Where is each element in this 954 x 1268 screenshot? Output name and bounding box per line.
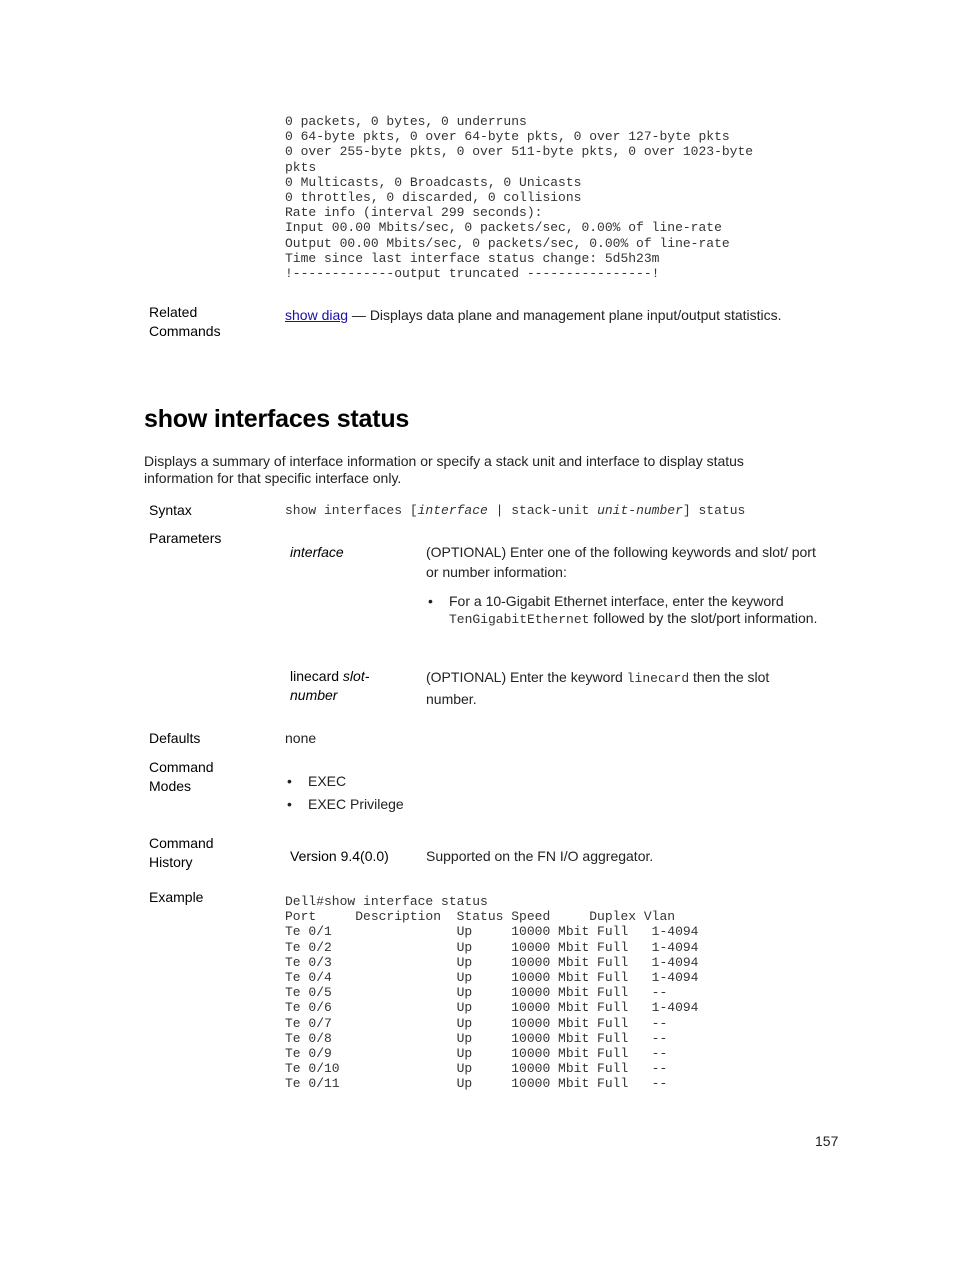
example-line: Te 0/6 Up 10000 Mbit Full 1-4094 bbox=[285, 1000, 699, 1016]
output-line: 0 64-byte pkts, 0 over 64-byte pkts, 0 over 127-byte pkts bbox=[285, 129, 730, 145]
list-item bbox=[285, 770, 404, 793]
example-line: Port Description Status Speed Duplex Vlan bbox=[285, 909, 676, 925]
history-label-line2: History bbox=[149, 854, 193, 870]
mode-exec-privilege: EXEC Privilege bbox=[308, 796, 404, 812]
example-line: Dell#show interface status bbox=[285, 894, 488, 909]
bullet-icon: • bbox=[428, 593, 433, 609]
param-linecard-name bbox=[290, 667, 400, 705]
history-label-line1: Command bbox=[149, 835, 214, 851]
related-description: — Displays data plane and management plane input/output statistics. bbox=[348, 307, 782, 323]
syntax-arg-unit-number: unit-number bbox=[597, 503, 683, 518]
output-line: 0 Multicasts, 0 Broadcasts, 0 Unicasts bbox=[285, 174, 582, 190]
example-line: Te 0/7 Up 10000 Mbit Full -- bbox=[285, 1015, 668, 1031]
page-title: show interfaces status bbox=[144, 405, 410, 433]
param-linecard-italic1: slot- bbox=[342, 668, 370, 684]
modes-label-line1: Command bbox=[149, 759, 214, 775]
syntax-suffix: ] status bbox=[682, 503, 746, 518]
param-interface-desc bbox=[426, 542, 818, 628]
output-line: Rate info (interval 299 seconds): bbox=[285, 205, 543, 221]
bullet-icon: • bbox=[287, 796, 292, 812]
history-description: Supported on the FN I/O aggregator. bbox=[426, 848, 654, 864]
syntax-command bbox=[285, 503, 745, 518]
param-interface-name-text: interface bbox=[290, 544, 344, 560]
param-linecard-desc-code: linecard bbox=[626, 671, 690, 686]
related-commands-label bbox=[149, 303, 221, 341]
example-line: Te 0/8 Up 10000 Mbit Full -- bbox=[285, 1030, 668, 1046]
example-output-block bbox=[285, 894, 698, 1092]
example-label: Example bbox=[149, 889, 204, 905]
bullet-text: For a 10-Gigabit Ethernet interface, enter the keyword bbox=[449, 593, 784, 609]
param-interface-name bbox=[290, 543, 344, 562]
example-line: Te 0/4 Up 10000 Mbit Full 1-4094 bbox=[285, 970, 699, 986]
bullet-icon: • bbox=[287, 773, 292, 789]
parameters-label: Parameters bbox=[149, 530, 222, 546]
example-line: Te 0/11 Up 10000 Mbit Full -- bbox=[285, 1076, 668, 1092]
command-modes-list bbox=[285, 770, 404, 816]
show-diag-link[interactable]: show diag bbox=[285, 307, 349, 323]
output-line: !-------------output truncated ----------------! bbox=[285, 266, 660, 282]
syntax-prefix: show interfaces [ bbox=[285, 503, 418, 518]
example-line: Te 0/9 Up 10000 Mbit Full -- bbox=[285, 1046, 668, 1062]
command-history-label bbox=[149, 834, 214, 872]
example-line: Te 0/5 Up 10000 Mbit Full -- bbox=[285, 985, 668, 1001]
example-line: Te 0/10 Up 10000 Mbit Full -- bbox=[285, 1061, 668, 1077]
history-version: Version 9.4(0.0) bbox=[290, 848, 389, 864]
example-line: Te 0/2 Up 10000 Mbit Full 1-4094 bbox=[285, 939, 699, 955]
output-line: 0 packets, 0 bytes, 0 underruns bbox=[285, 114, 527, 129]
top-output-block bbox=[285, 114, 753, 281]
param-linecard-plain: linecard bbox=[290, 668, 343, 684]
output-line: Time since last interface status change: 5d5h23m bbox=[285, 250, 660, 266]
param-linecard-italic2: number bbox=[290, 687, 338, 703]
defaults-label: Defaults bbox=[149, 730, 201, 746]
output-line: pkts bbox=[285, 159, 317, 175]
related-commands-entry bbox=[285, 307, 845, 324]
list-item bbox=[285, 793, 404, 816]
mode-exec: EXEC bbox=[308, 773, 347, 789]
defaults-value: none bbox=[285, 730, 317, 746]
command-modes-label bbox=[149, 758, 214, 796]
modes-label-line2: Modes bbox=[149, 778, 192, 794]
syntax-separator: | stack-unit bbox=[487, 503, 598, 518]
output-line: Input 00.00 Mbits/sec, 0 packets/sec, 0.00% of line-rate bbox=[285, 220, 722, 236]
param-interface-desc-text: (OPTIONAL) Enter one of the following keywords and slot/ port or number information: bbox=[426, 544, 816, 580]
related-label-line1: Related bbox=[149, 304, 198, 320]
example-line: Te 0/3 Up 10000 Mbit Full 1-4094 bbox=[285, 954, 699, 970]
bullet-code: TenGigabitEthernet bbox=[449, 611, 590, 627]
param-linecard-desc-pre: (OPTIONAL) Enter the keyword bbox=[426, 669, 627, 685]
param-linecard-desc-post: then the slot number. bbox=[426, 669, 770, 707]
syntax-label: Syntax bbox=[149, 502, 192, 518]
page-number: 157 bbox=[815, 1133, 839, 1149]
example-line: Te 0/1 Up 10000 Mbit Full 1-4094 bbox=[285, 924, 699, 940]
output-line: 0 over 255-byte pkts, 0 over 511-byte pkts, 0 over 1023-byte bbox=[285, 144, 754, 160]
output-line: Output 00.00 Mbits/sec, 0 packets/sec, 0.00% of line-rate bbox=[285, 235, 730, 251]
output-line: 0 throttles, 0 discarded, 0 collisions bbox=[285, 190, 582, 206]
syntax-arg-interface: interface bbox=[417, 503, 488, 518]
bullet-text-post: followed by the slot/port information. bbox=[589, 609, 818, 626]
param-interface-bullets bbox=[426, 593, 818, 628]
param-linecard-desc bbox=[426, 667, 818, 709]
section-intro: Displays a summary of interface information or specify a stack unit and interface to display status information for that specific interface only. bbox=[144, 453, 744, 486]
list-item bbox=[426, 593, 818, 628]
related-label-line2: Commands bbox=[149, 323, 221, 339]
